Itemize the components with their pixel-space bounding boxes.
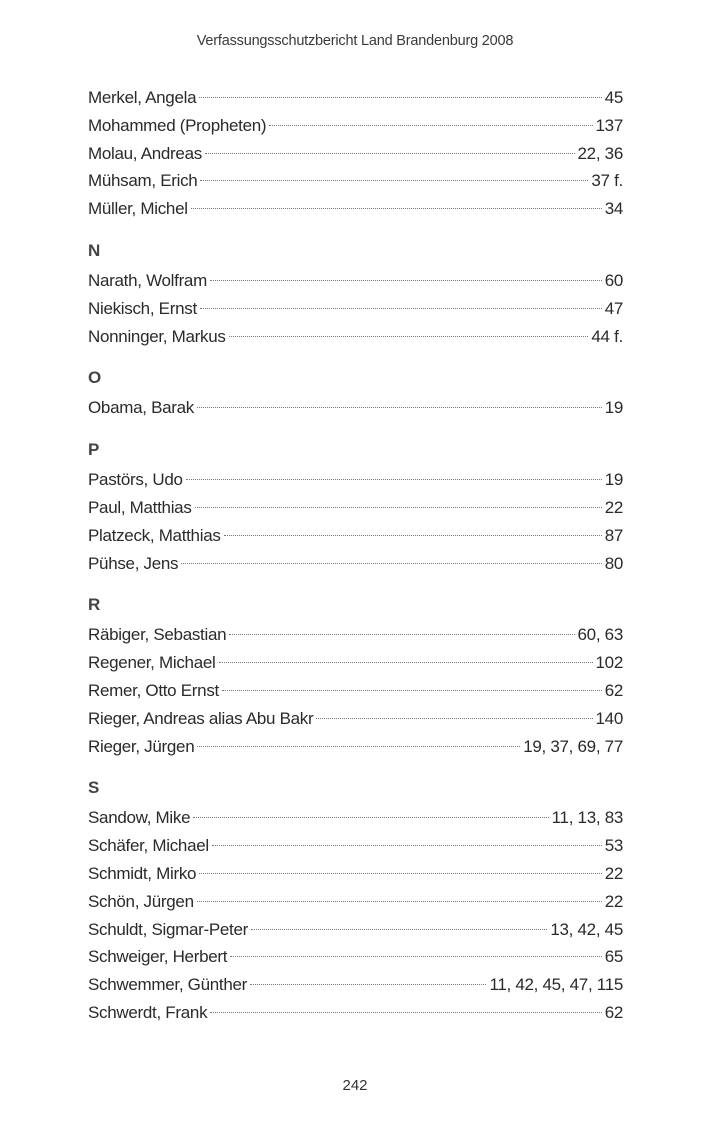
dot-leader [212,845,602,846]
entry-pages: 102 [595,653,623,673]
index-entry [88,916,623,944]
entry-name: Schuldt, Sigmar-Peter [88,919,248,939]
index-entry [88,112,623,140]
dot-leader [191,208,602,209]
entry-pages: 137 [595,115,623,135]
index-section [88,774,623,1026]
entry-name: Schön, Jürgen [88,891,194,911]
entry-name: Regener, Michael [88,653,216,673]
entry-pages: 11, 42, 45, 47, 115 [489,975,623,995]
entry-pages: 44 f. [591,326,623,346]
dot-leader [200,180,588,181]
index-entry [88,649,623,677]
index-entry [88,999,623,1027]
entry-name: Niekisch, Ernst [88,298,197,318]
entry-pages: 19 [604,470,623,490]
dot-leader [197,407,602,408]
entry-pages: 45 [604,88,623,107]
entry-pages: 140 [595,708,623,728]
index-entry [88,140,623,168]
entry-name: Rieger, Jürgen [88,736,195,756]
entry-name: Schwemmer, Günther [88,975,247,995]
index-entry [88,677,623,705]
dot-leader [316,718,592,719]
entry-pages: 19, 37, 69, 77 [523,736,623,756]
index-entry [88,550,623,578]
entry-name: Schwerdt, Frank [88,1002,208,1022]
index-entry [88,733,623,761]
index-section [88,364,623,422]
index-entry [88,394,623,422]
index-entry [88,295,623,323]
entry-name: Pastörs, Udo [88,470,183,490]
dot-leader [195,507,602,508]
entry-name: Mühsam, Erich [88,171,198,191]
dot-leader [197,901,602,902]
dot-leader [219,662,593,663]
entry-name: Platzeck, Matthias [88,525,221,545]
entry-pages: 60, 63 [577,625,623,645]
index-entry [88,971,623,999]
index-entry [88,195,623,223]
index-section [88,591,623,760]
entry-name: Nonninger, Markus [88,326,226,346]
entry-pages: 22 [604,863,623,883]
entry-pages: 22 [604,891,623,911]
dot-leader [199,97,601,98]
entry-pages: 11, 13, 83 [551,808,623,828]
dot-leader [181,563,601,564]
section-letter: R [88,595,101,615]
index-entry [88,804,623,832]
entry-pages: 22 [604,497,623,517]
entry-name: Sandow, Mike [88,808,191,828]
entry-name: Rieger, Andreas alias Abu Bakr [88,708,314,728]
entry-name: Schweiger, Herbert [88,947,228,967]
dot-leader [250,984,486,985]
entry-pages: 65 [604,947,623,967]
entry-pages: 53 [604,836,623,856]
entry-name: Remer, Otto Ernst [88,680,219,700]
dot-leader [251,929,547,930]
dot-leader [229,336,589,337]
entry-name: Molau, Andreas [88,143,202,163]
index-entry [88,621,623,649]
section-letter: S [88,778,100,798]
entry-pages: 80 [604,553,623,573]
dot-leader [199,873,601,874]
entry-pages: 37 f. [591,171,623,191]
dot-leader [229,634,574,635]
entry-pages: 62 [604,1002,623,1022]
entry-name: Schäfer, Michael [88,836,209,856]
dot-leader [197,746,520,747]
entry-pages: 60 [604,270,623,290]
index-entry [88,860,623,888]
entry-name: Räbiger, Sebastian [88,625,227,645]
index-entry [88,943,623,971]
entry-pages: 47 [604,298,623,318]
dot-leader [193,817,548,818]
section-letter: P [88,440,100,460]
entry-name: Mohammed (Propheten) [88,115,267,135]
entry-name: Merkel, Angela [88,88,197,107]
dot-leader [210,280,602,281]
page-number: 242 [342,1077,368,1094]
running-header: Verfassungsschutzbericht Land Brandenburg 2008 [196,33,514,49]
index-entry [88,888,623,916]
entry-pages: 62 [604,680,623,700]
index-section [88,84,623,223]
entry-name: Obama, Barak [88,398,195,418]
dot-leader [205,153,575,154]
dot-leader [186,479,602,480]
dot-leader [222,690,602,691]
index-entry [88,522,623,550]
dot-leader [269,125,592,126]
index-entry [88,323,623,351]
index-entry [88,267,623,295]
section-letter: N [88,240,101,260]
entry-pages: 22, 36 [577,143,623,163]
name-index [88,84,623,1027]
entry-name: Narath, Wolfram [88,270,207,290]
index-entry [88,167,623,195]
index-entry [88,832,623,860]
dot-leader [200,308,602,309]
entry-pages: 13, 42, 45 [550,919,623,939]
entry-name: Pühse, Jens [88,553,179,573]
entry-name: Paul, Matthias [88,497,192,517]
entry-name: Müller, Michel [88,199,188,219]
dot-leader [224,535,602,536]
dot-leader [230,956,602,957]
index-section [88,436,623,577]
entry-pages: 87 [604,525,623,545]
entry-pages: 19 [604,398,623,418]
index-entry [88,466,623,494]
dot-leader [210,1012,601,1013]
section-letter: O [88,368,102,388]
entry-name: Schmidt, Mirko [88,863,197,883]
entry-pages: 34 [604,199,623,219]
index-entry [88,494,623,522]
index-section [88,237,623,350]
index-entry [88,84,623,112]
index-entry [88,705,623,733]
